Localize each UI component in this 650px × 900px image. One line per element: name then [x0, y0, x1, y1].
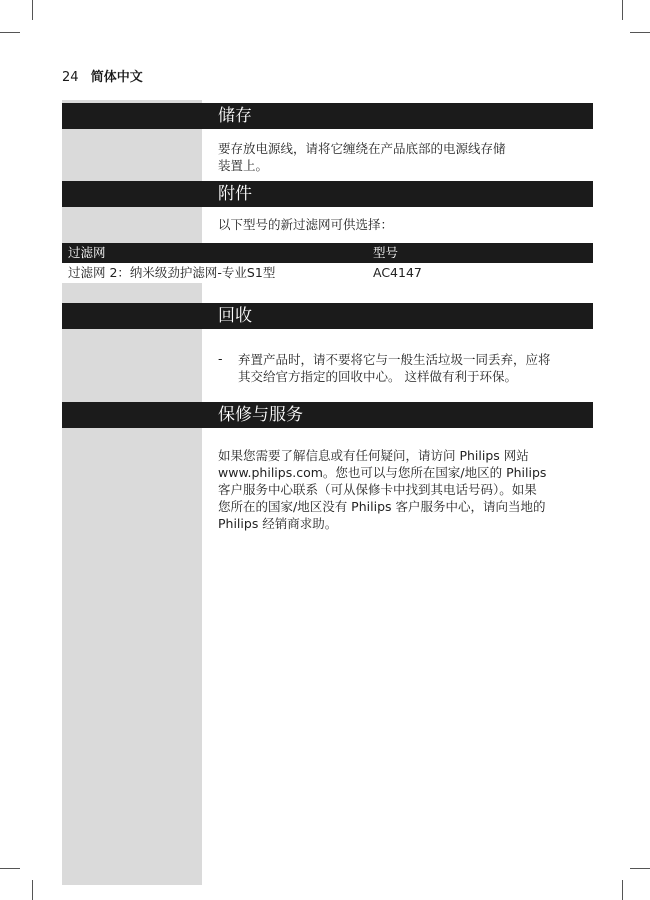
section-title-recycling: 回收: [218, 306, 252, 326]
section-bar-recycling: [62, 303, 593, 329]
section-title-storage: 储存: [218, 106, 252, 126]
service-text-line5: Philips 经销商求助。: [218, 516, 338, 531]
crop-mark-top-left-v: [32, 0, 33, 20]
section-title-service: 保修与服务: [218, 405, 303, 425]
language-label: 简体中文: [90, 70, 143, 85]
storage-text: [218, 140, 506, 174]
section-bar-service: [62, 402, 593, 428]
crop-mark-top-right-h: [630, 32, 650, 33]
crop-mark-bottom-right-v: [622, 880, 623, 900]
service-text-line3: 客户服务中心联系（可从保修卡中找到其电话号码）。如果: [218, 482, 537, 497]
sidebar-gray-column: [62, 100, 202, 885]
accessories-intro: 以下型号的新过滤网可供选择：: [218, 217, 394, 232]
section-title-accessories: 附件: [218, 184, 252, 204]
recycling-text-line2: 其交给官方指定的回收中心。 这样做有利于环保。: [238, 369, 517, 384]
service-text-line2: www.philips.com。您也可以与您所在国家/地区的 Philips: [218, 465, 547, 480]
table-cell-model: AC4147: [373, 265, 422, 280]
crop-mark-bottom-right-h: [630, 868, 650, 869]
section-bar-accessories: [62, 181, 593, 207]
recycling-text: [238, 351, 593, 385]
recycling-bullet-dash: -: [218, 351, 223, 366]
table-header-model: 型号: [373, 245, 399, 260]
page-header: [62, 66, 143, 85]
table-row: [62, 263, 593, 283]
table-header-filter: 过滤网: [68, 245, 106, 260]
section-bar-storage: [62, 103, 593, 129]
crop-mark-bottom-left-h: [0, 868, 20, 869]
page-number: 24: [62, 70, 79, 85]
table-cell-filter: 过滤网 2：纳米级劲护滤网-专业S1型: [68, 265, 276, 280]
table-header-row: [62, 243, 593, 263]
crop-mark-top-right-v: [622, 0, 623, 20]
service-text-line1: 如果您需要了解信息或有任何疑问，请访问 Philips 网站: [218, 448, 529, 463]
recycling-text-line1: 弃置产品时，请不要将它与一般生活垃圾一同丢弃，应将: [238, 352, 551, 367]
crop-mark-top-left-h: [0, 32, 20, 33]
storage-text-line1: 要存放电源线，请将它缠绕在产品底部的电源线存储: [218, 141, 506, 156]
filter-table: [62, 243, 593, 283]
crop-mark-bottom-left-v: [32, 880, 33, 900]
service-text-line4: 您所在的国家/地区没有 Philips 客户服务中心，请向当地的: [218, 499, 546, 514]
service-text: [218, 447, 546, 532]
storage-text-line2: 装置上。: [218, 158, 269, 173]
